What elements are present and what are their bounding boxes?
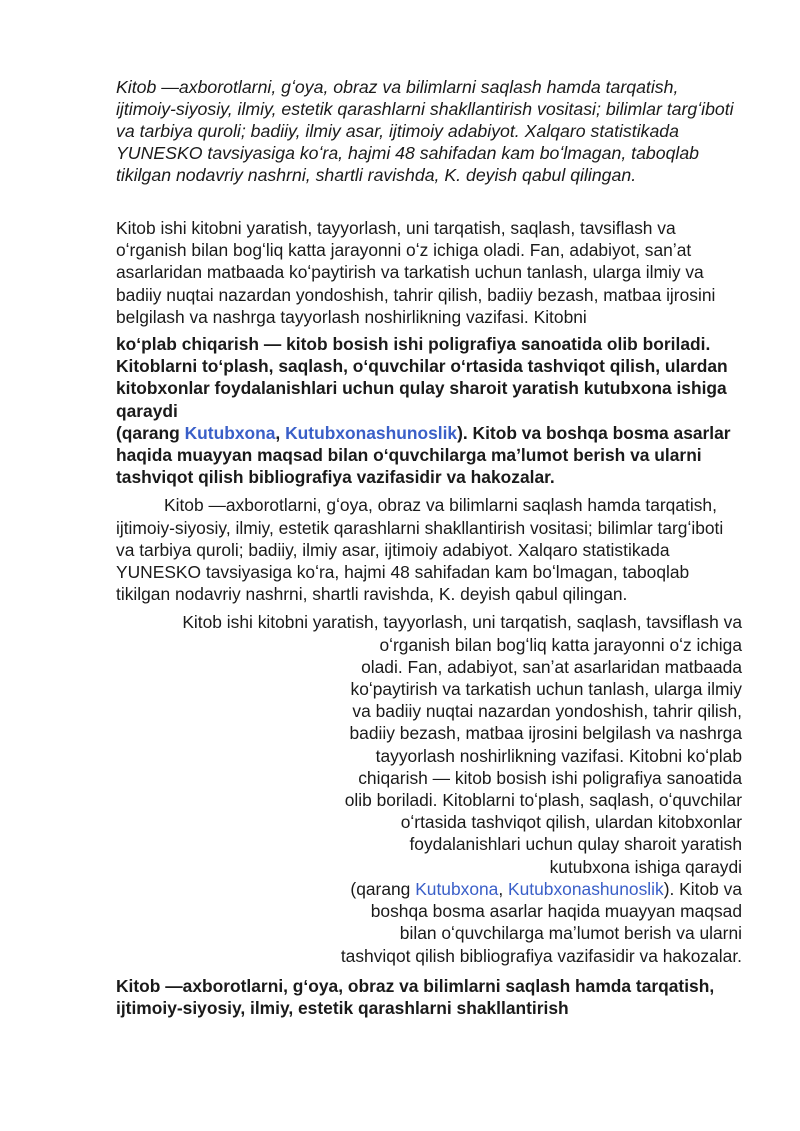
- right-aligned-line: tayyorlash noshirlikning vazifasi. Kitobni koʻplab: [375, 745, 742, 766]
- right-aligned-line: oladi. Fan, adabiyot, sanʼat asarlaridan matbaada: [361, 656, 742, 677]
- right-aligned-line: bilan oʻquvchilarga maʼlumot berish va ularni: [399, 923, 742, 944]
- indented-definition-paragraph: Kitob —axborotlarni, gʻoya, obraz va bilimlarni saqlash hamda tarqatish, ijtimoiy-siyosiy, ilmiy, estetik qarashlarni shakllantirish vositasi; bilimlar targʻiboti va tarbiya quroli; badiiy, ilmiy asar, ijtimoiy adabiyot. Xalqaro statistikada YUNESKO tavsiyasiga koʻra, hajmi 48 sahifadan kam boʻlmagan, taboqlab tikilgan nodavriy nashrni, shartli ravishda, K. deyish qabul qilingan.: [116, 495, 724, 605]
- see-also-line: [116, 878, 742, 900]
- link-kutubxonashunoslik[interactable]: Kutubxonashunoslik: [285, 422, 458, 443]
- link-kutubxonashunoslik[interactable]: Kutubxonashunoslik: [508, 878, 664, 899]
- right-aligned-line: foydalanishlari uchun qulay sharoit yaratish: [409, 834, 742, 855]
- right-aligned-line: oʻrganish bilan bogʻliq katta jarayonni oʻz ichiga: [379, 634, 742, 655]
- right-aligned-line: badiiy bezash, matbaa ijrosini belgilash va nashrga: [349, 723, 742, 744]
- link-kutubxona[interactable]: Kutubxona: [184, 422, 276, 443]
- right-aligned-line: olib boriladi. Kitoblarni toʻplash, saqlash, oʻquvchilar: [344, 790, 742, 811]
- link-separator: ,: [498, 878, 509, 899]
- right-aligned-line: Kitob ishi kitobni yaratish, tayyorlash, uni tarqatish, saqlash, tavsiflash va: [182, 612, 742, 633]
- right-aligned-line: va badiiy nuqtai nazardan yondoshish, tahrir qilish,: [352, 701, 742, 722]
- right-aligned-line: koʻpaytirish va tarkatish uchun tanlash, ularga ilmiy: [350, 679, 742, 700]
- link-separator: ,: [275, 422, 286, 443]
- right-aligned-line: tashviqot qilish bibliografiya vazifasidir va hakozalar.: [340, 945, 742, 966]
- italic-intro-paragraph: Kitob —axborotlarni, gʻoya, obraz va bilimlarni saqlash hamda tarqatish, ijtimoiy-siyosiy, ilmiy, estetik qarashlarni shakllantirish vositasi; bilimlar targʻiboti va tarbiya quroli; badiiy, ilmiy asar, ijtimoiy adabiyot. Xalqaro statistikada YUNESKO tavsiyasiga koʻra, hajmi 48 sahifadan kam boʻlmagan, taboqlab tikilgan nodavriy nashrni, shartli ravishda, K. deyish qabul qilingan.: [116, 77, 734, 185]
- right-aligned-line: oʻrtasida tashviqot qilish, ulardan kitobxonlar: [400, 812, 742, 833]
- bold-closing-paragraph: Kitob —axborotlarni, gʻoya, obraz va bilimlarni saqlash hamda tarqatish, ijtimoiy-siyosiy, ilmiy, estetik qarashlarni shakllantirish: [116, 975, 715, 1018]
- link-kutubxona[interactable]: Kutubxona: [415, 878, 499, 899]
- see-also-suffix: ). Kitob va: [663, 878, 742, 899]
- see-also-prefix: (qarang: [116, 422, 185, 443]
- right-aligned-paragraph: [116, 611, 742, 966]
- bold-production-text: koʻplab chiqarish — kitob bosish ishi poligrafiya sanoatida olib boriladi. Kitoblarni toʻplash, saqlash, oʻquvchilar oʻrtasida tashviqot qilish, ulardan kitobxonlar foydalanishlari uchun qulay sharoit yaratish kutubxona ishiga qaraydi: [116, 334, 728, 421]
- see-also-prefix: (qarang: [350, 878, 416, 899]
- right-aligned-line: kutubxona ishiga qaraydi: [549, 856, 742, 877]
- book-work-paragraph: Kitob ishi kitobni yaratish, tayyorlash, uni tarqatish, saqlash, tavsiflash va oʻrganish bilan bogʻliq katta jarayonni oʻz ichiga oladi. Fan, adabiyot, sanʼat asarlaridan matbaada koʻpaytirish va tarkatish uchun tanlash, ularga ilmiy va badiiy nuqtai nazardan yondoshish, tahrir qilish, badiiy bezash, matbaa ijrosini belgilash va nashrga tayyorlash noshirlikning vazifasi. Kitobni: [116, 218, 716, 327]
- bold-production-paragraph: [116, 333, 736, 488]
- right-aligned-line: boshqa bosma asarlar haqida muayyan maqsad: [370, 901, 742, 922]
- right-aligned-line: chiqarish — kitob bosish ishi poligrafiya sanoatida: [358, 767, 742, 788]
- bibliography-text: ). Kitob va boshqa bosma asarlar haqida muayyan maqsad bilan oʻquvchilarga maʼlumot berish va ularni tashviqot qilish bibliografiya vazifasidir va hakozalar.: [116, 422, 731, 488]
